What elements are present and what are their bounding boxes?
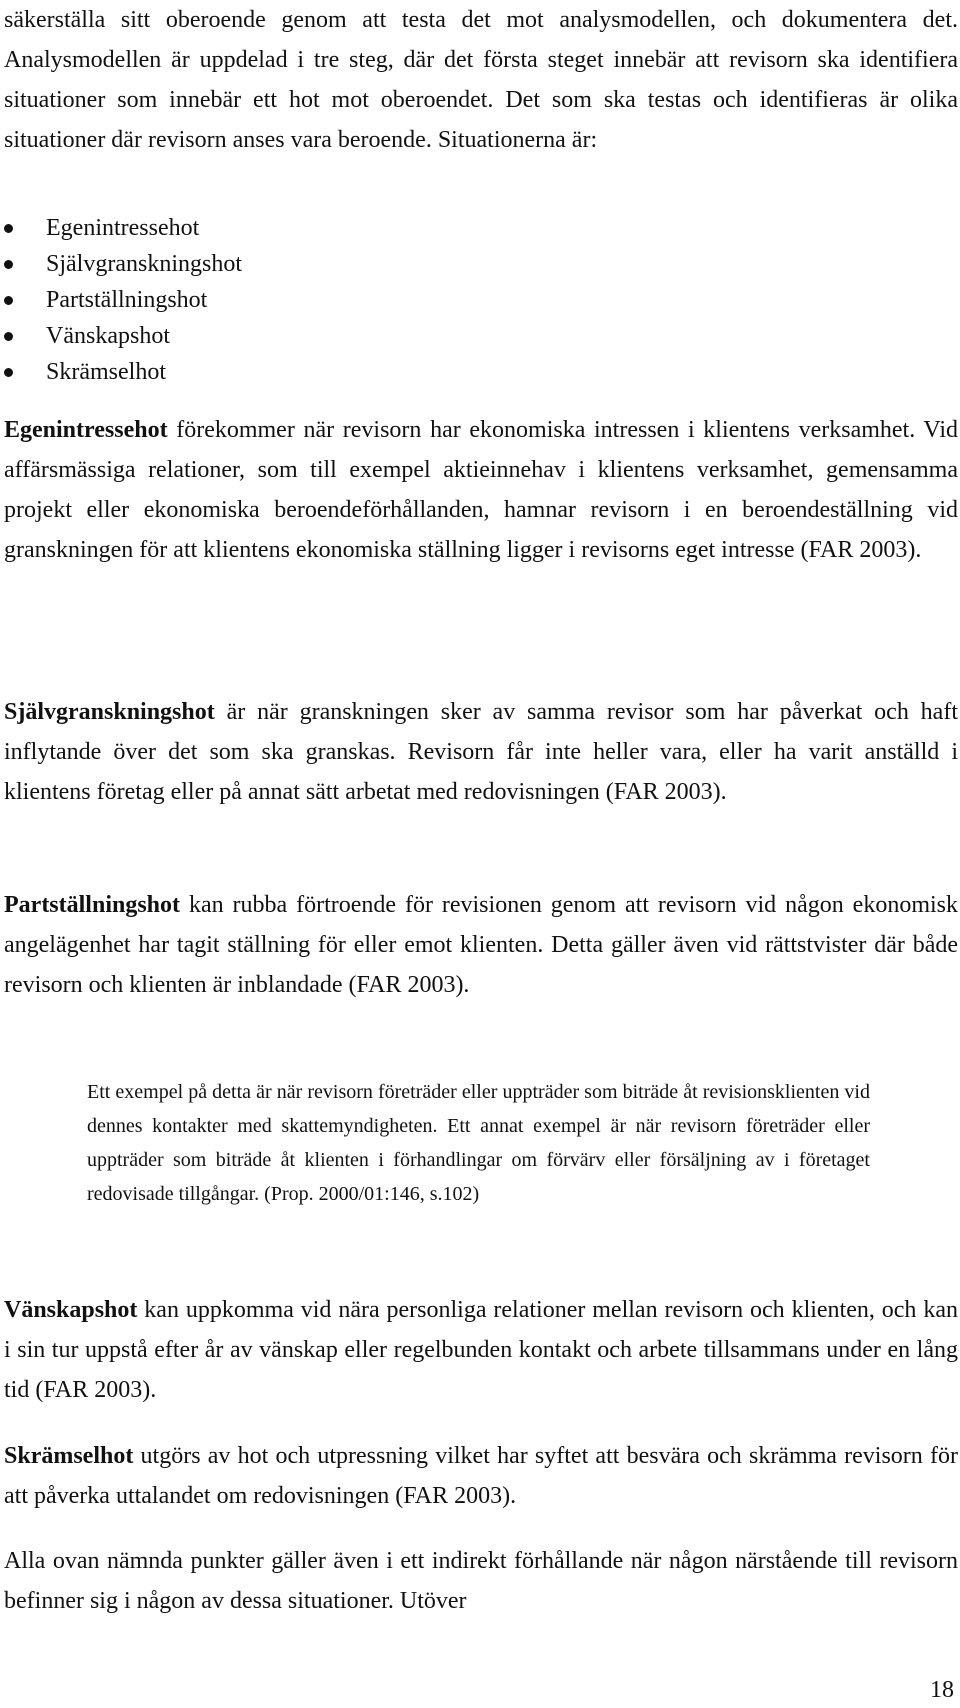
bullet-icon <box>4 260 13 269</box>
vanskapshot-paragraph <box>4 1290 958 1410</box>
skramselhot-paragraph <box>4 1436 958 1516</box>
paragraph-body: förekommer när revisorn har ekonomiska intressen i klientens verksamhet. Vid affärsmässiga relationer, som till exempel aktieinnehav i klientens verksamhet, gemensamma projekt eller ekonomiska beroendeförhållanden, hamnar revisorn i en beroendeställning vid granskningen för att klientens ekonomiska ställning ligger i revisorns eget intresse (FAR 2003). <box>4 417 958 563</box>
list-item <box>0 210 600 246</box>
list-item-label: Partställningshot <box>46 287 208 313</box>
block-quote: Ett exempel på detta är när revisorn företräder eller uppträder som biträde åt revisionsklienten vid dennes kontakter med skattemyndigheten. Ett annat exempel är när revisorn företräder eller uppträder som biträde åt klienten i förhandlingar om förvärv eller försäljning av i företaget redovisade tillgångar. (Prop. 2000/01:146, s.102) <box>87 1081 870 1205</box>
sjalvgranskningshot-paragraph <box>4 692 958 812</box>
page-number: 18 <box>930 1677 954 1703</box>
list-item <box>0 246 600 282</box>
list-item <box>0 354 600 390</box>
partstallningshot-paragraph <box>4 885 958 1005</box>
intro-paragraph: säkerställa sitt oberoende genom att testa det mot analysmodellen, och dokumentera det. Analysmodellen är uppdelad i tre steg, där det första steget innebär att revisorn ska identifiera situationer som innebär ett hot mot oberoendet. Det som ska testas och identifieras är olika situationer där revisorn anses vara beroende. Situationerna är: <box>4 7 958 153</box>
list-item-label: Självgranskningshot <box>46 251 242 277</box>
term-heading: Egenintressehot <box>4 417 168 443</box>
bullet-icon <box>4 224 13 233</box>
list-item-label: Egenintressehot <box>46 215 200 241</box>
paragraph-body: utgörs av hot och utpressning vilket har syftet att besvära och skrämma revisorn för att påverka uttalandet om redovisningen (FAR 2003). <box>4 1443 958 1509</box>
paragraph-body: är när granskningen sker av samma revisor som har påverkat och haft inflytande över det som ska granskas. Revisorn får inte heller vara, eller ha varit anställd i klientens företag eller på annat sätt arbetat med redovisningen (FAR 2003). <box>4 699 958 805</box>
list-item <box>0 282 600 318</box>
list-item-label: Skrämselhot <box>46 359 166 385</box>
bullet-icon <box>4 296 13 305</box>
threat-list <box>0 210 600 390</box>
list-item-label: Vänskapshot <box>46 323 170 349</box>
paragraph-body: kan rubba förtroende för revisionen genom att revisorn vid någon ekonomisk angelägenhet har tagit ställning för eller emot klienten. Detta gäller även vid rättstvister där både revisorn och klienten är inblandade (FAR 2003). <box>4 892 958 998</box>
term-heading: Skrämselhot <box>4 1443 134 1469</box>
term-heading: Självgranskningshot <box>4 699 215 725</box>
paragraph-body: kan uppkomma vid nära personliga relationer mellan revisorn och klienten, och kan i sin tur uppstå efter år av vänskap eller regelbunden kontakt och arbete tillsammans under en lång tid (FAR 2003). <box>4 1297 958 1403</box>
term-heading: Partställningshot <box>4 892 181 918</box>
bullet-icon <box>4 368 13 377</box>
egenintressehot-paragraph <box>4 410 958 570</box>
closing-paragraph: Alla ovan nämnda punkter gäller även i ett indirekt förhållande när någon närstående till revisorn befinner sig i någon av dessa situationer. Utöver <box>4 1548 958 1614</box>
term-heading: Vänskapshot <box>4 1297 138 1323</box>
bullet-icon <box>4 332 13 341</box>
list-item <box>0 318 600 354</box>
